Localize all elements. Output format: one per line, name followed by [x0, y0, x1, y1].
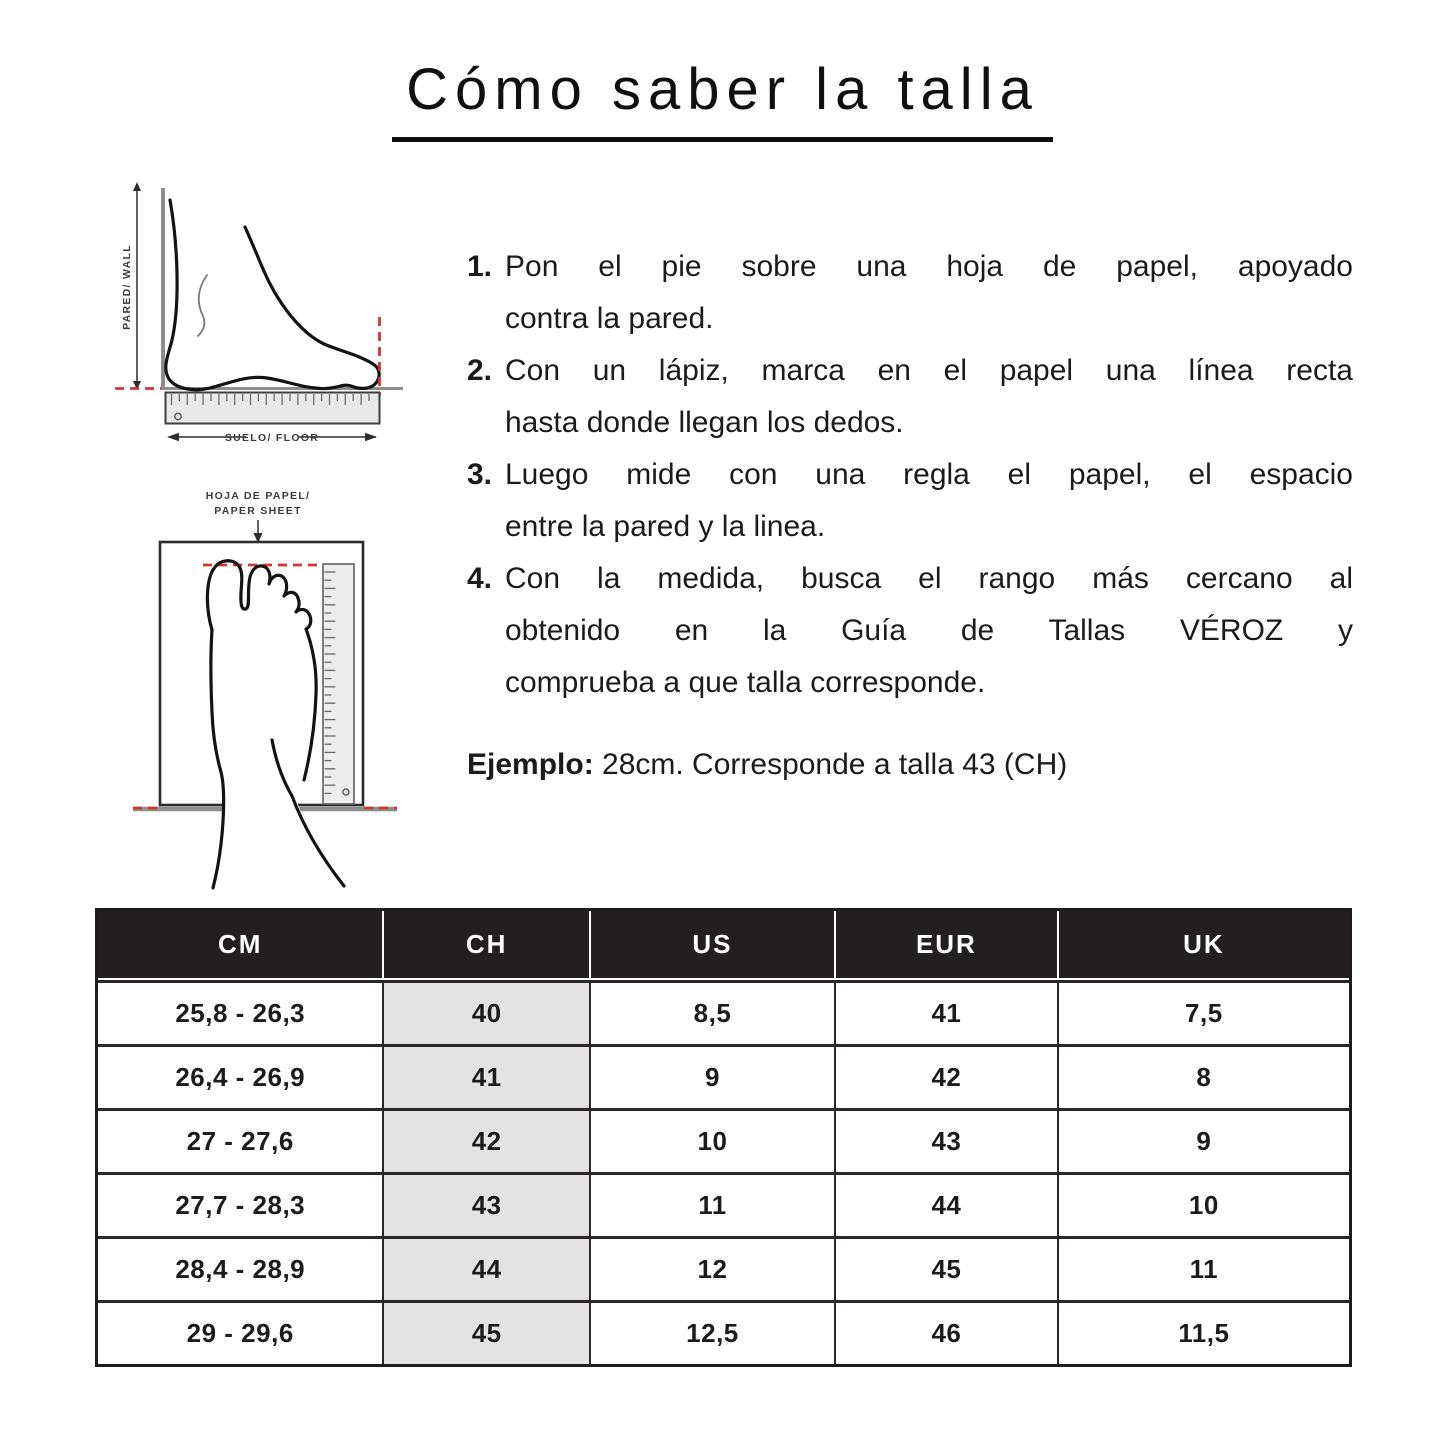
instruction-line: 4. Con la medida, busca el rango más cercano al: [467, 553, 1353, 605]
table-cell: 7,5: [1059, 980, 1349, 1044]
instruction-line: contra la pared.: [505, 302, 714, 335]
table-row: [98, 1044, 1349, 1108]
ankle-line: [198, 275, 207, 336]
table-cell: 12: [591, 1236, 836, 1300]
table-cell: 25,8 - 26,3: [98, 980, 384, 1044]
column-header-eur: EUR: [836, 911, 1059, 980]
table-cell: 45: [384, 1300, 590, 1364]
table-cell: 9: [1059, 1108, 1349, 1172]
floor-ruler: [166, 393, 380, 424]
instruction-number: 4.: [467, 562, 493, 595]
table-cell: 27,7 - 28,3: [98, 1172, 384, 1236]
table-cell: 41: [384, 1044, 590, 1108]
instruction-number: 2.: [467, 354, 493, 387]
table-cell: 43: [384, 1172, 590, 1236]
instruction-line: 1. Pon el pie sobre una hoja de papel, apoyado: [467, 241, 1353, 293]
paper-ruler: [323, 564, 354, 804]
table-cell: 40: [384, 980, 590, 1044]
instruction-line: hasta donde llegan los dedos.: [505, 406, 904, 439]
table-cell: 43: [836, 1108, 1059, 1172]
table-cell: 9: [591, 1044, 836, 1108]
example-label: Ejemplo:: [467, 748, 594, 781]
table-cell: 44: [836, 1172, 1059, 1236]
instruction-line: 2. Con un lápiz, marca en el papel una línea recta: [467, 345, 1353, 397]
table-row: [98, 1172, 1349, 1236]
table-cell: 10: [1059, 1172, 1349, 1236]
column-header-uk: UK: [1059, 911, 1349, 980]
table-row: [98, 1300, 1349, 1364]
table-cell: 11,5: [1059, 1300, 1349, 1364]
table-cell: 12,5: [591, 1300, 836, 1364]
instruction-number: 1.: [467, 250, 493, 283]
instruction-number: 3.: [467, 458, 493, 491]
paper-sheet-label: [206, 490, 311, 543]
table-row: [98, 1108, 1349, 1172]
table-cell: 41: [836, 980, 1059, 1044]
column-header-cm: CM: [98, 911, 384, 980]
table-cell: 11: [591, 1172, 836, 1236]
wall-label: PARED/ WALL: [121, 244, 133, 330]
example-text: [467, 742, 1067, 788]
foot-side-view-diagram: [100, 170, 440, 470]
instruction-line: 3. Luego mide con una regla el papel, el espacio: [467, 449, 1353, 501]
table-cell: 10: [591, 1108, 836, 1172]
table-cell: 46: [836, 1300, 1059, 1364]
table-body: [98, 980, 1349, 1364]
table-cell: 29 - 29,6: [98, 1300, 384, 1364]
table-cell: 28,4 - 28,9: [98, 1236, 384, 1300]
size-conversion-table: [95, 908, 1352, 1367]
instructions-list: [467, 241, 1353, 709]
paper-label-line1: HOJA DE PAPEL/: [205, 490, 311, 502]
floor-label: SUELO/ FLOOR: [224, 432, 320, 444]
wall-dimension-arrow: [121, 182, 141, 390]
table-cell: 11: [1059, 1236, 1349, 1300]
foot-top-view-diagram: [105, 478, 450, 893]
table-header-row: [98, 911, 1349, 980]
table-row: [98, 980, 1349, 1044]
page-title-text: Cómo saber la talla: [392, 56, 1053, 142]
paper-label-line2: PAPER SHEET: [214, 505, 302, 517]
table-cell: 8: [1059, 1044, 1349, 1108]
table-cell: 44: [384, 1236, 590, 1300]
column-header-ch: CH: [384, 911, 590, 980]
table-cell: 26,4 - 26,9: [98, 1044, 384, 1108]
instruction-line: obtenido en la Guía de Tallas VÉROZ y: [505, 614, 1353, 647]
page-title: [0, 56, 1445, 142]
column-header-us: US: [591, 911, 836, 980]
table-cell: 42: [384, 1108, 590, 1172]
foot-side-outline: [166, 200, 379, 390]
floor-dimension-arrow: [167, 432, 377, 444]
table-cell: 45: [836, 1236, 1059, 1300]
table-cell: 42: [836, 1044, 1059, 1108]
example-value: 28cm. Corresponde a talla 43 (CH): [593, 748, 1068, 781]
table-cell: 8,5: [591, 980, 836, 1044]
instruction-line: entre la pared y la linea.: [505, 510, 826, 543]
table-row: [98, 1236, 1349, 1300]
table-cell: 27 - 27,6: [98, 1108, 384, 1172]
instruction-line: comprueba a que talla corresponde.: [505, 666, 986, 699]
